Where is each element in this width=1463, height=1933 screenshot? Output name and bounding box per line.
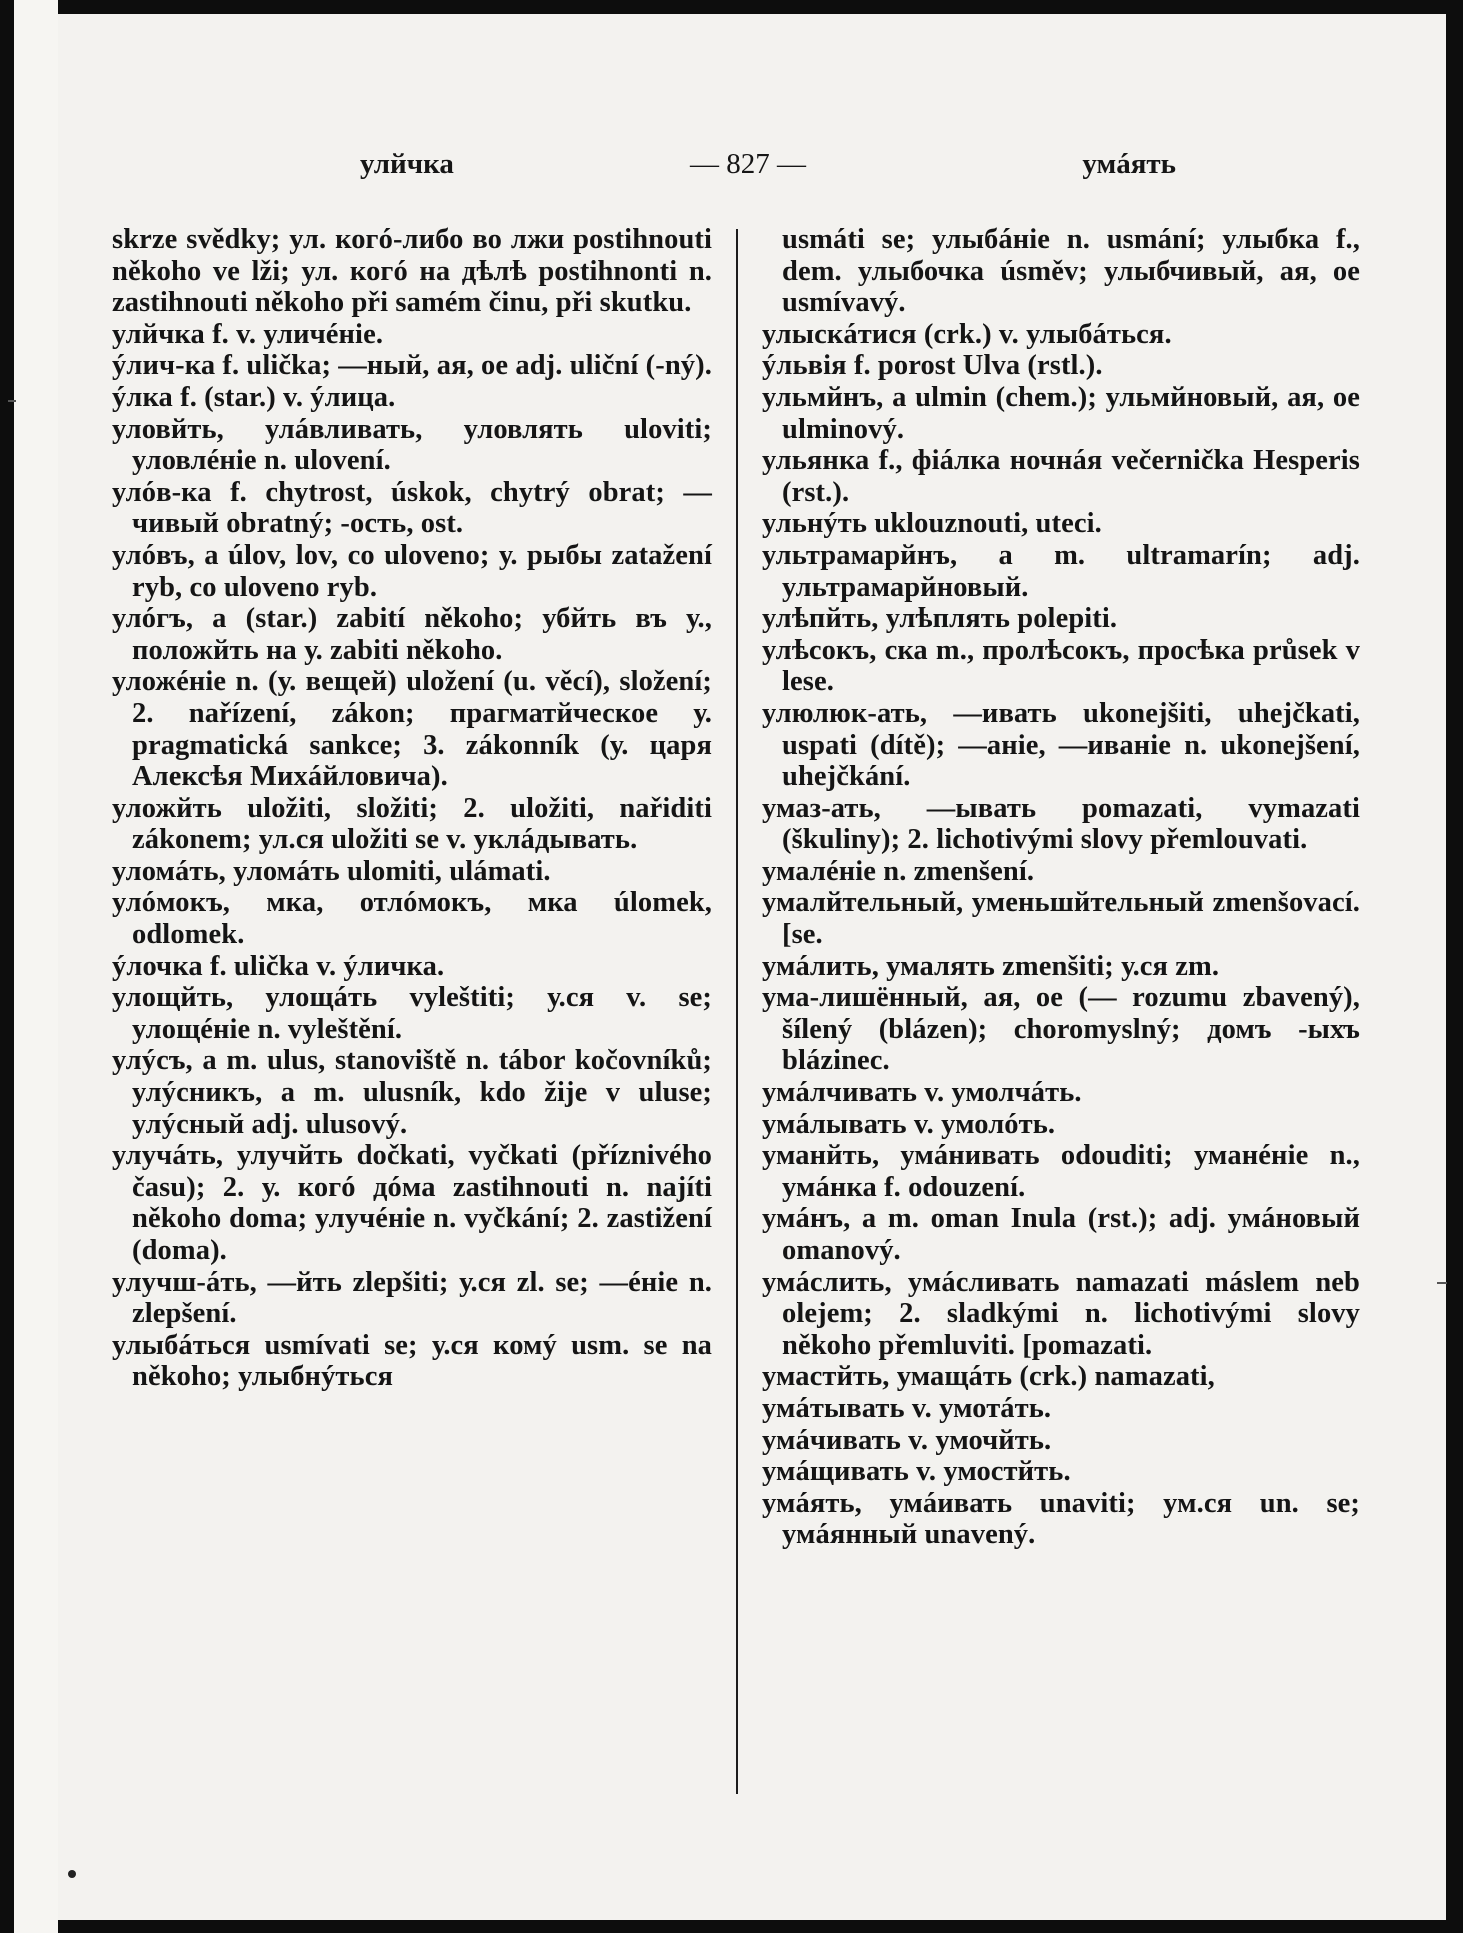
entry: умастйть, умащáть (crk.) namazati, (762, 1361, 1215, 1393)
page-header (58, 148, 1446, 188)
entry: ума-лишённый, ая, ое (— rozumu zbavený), šílený (blázen); choromyslný; домъ -ыхъ blázinec. (762, 982, 1360, 1077)
entry: улóгъ, а (star.) zabití někoho; убйть въ у., положйть на у. zabiti někoho. (112, 603, 712, 666)
entry: ульмйнъ, а ulmin (chem.); ульмйновый, ая, ое ulminový. (762, 381, 1360, 445)
entry: улóв-ка f. chytrost, úskok, chytrý obrat; —чивый obratný; -ость, ost. (112, 476, 712, 540)
entry: умáнъ, а m. oman Inula (rst.); adj. умáновый omanový. (762, 1203, 1360, 1266)
entry: ýлочка f. ulička v. ýличка. (112, 950, 445, 982)
entry: ультрамарйнъ, а m. ultramarín; adj. ультрамарйновый. (762, 539, 1360, 603)
left-column (112, 224, 712, 1393)
entry: улюлюк-ать, —ивать ukonejšiti, uhejčkati, uspati (dítě); —аніе, —иваніе n. ukonejšení, uhejčkání. (762, 697, 1360, 793)
entry: уловйть, улáвливать, уловлять uloviti; уловлéніе n. ulovení. (112, 413, 712, 477)
scan-mark (8, 400, 16, 402)
entry: умалéніе n. zmenšení. (762, 855, 1035, 887)
entry: уломáть, уломáть ulomiti, ulámati. (112, 855, 551, 887)
entry: уманйть, умáнивать odouditi; умaнéніе n., умáнка f. odouzení. (762, 1140, 1360, 1203)
entry: умáщивать v. умостйть. (762, 1456, 1071, 1488)
entry: улѣсокъ, ска m., пролѣсокъ, просѣка průsek v lese. (762, 634, 1360, 698)
entry: улучáть, улучйть dočkati, vyčkati (příznivého času); 2. у. когó дóма zastihnouti n. najíti někoho doma; улучéніе n. vyčkání; 2. zastižení (doma). (112, 1140, 712, 1266)
entry: умáтывать v. умотáть. (762, 1392, 1052, 1424)
entry: skrze svědky; ул. когó-либо во лжи postihnouti někoho ve lži; ул. когó на дѣлѣ postihnonti n. zastihnouti někoho při samém činu, při skutku. (112, 224, 712, 319)
entry: улóмокъ, мка, отлóмокъ, мка úlomek, odlomek. (112, 887, 712, 951)
entry: ульянка f., фіáлка ночнáя večernička Hesperis (rst.). (762, 445, 1360, 508)
entry: умаз-ать, —ывать pomazati, vymazati (škuliny); 2. lichotivými slovy přemlouvati. (762, 792, 1360, 856)
entry: улощйть, улощáть vyleštiti; у.ся v. se; улощéніе n. vyleštění. (112, 982, 712, 1045)
entry: умáлывать v. умолóть. (762, 1108, 1056, 1140)
entry: улóвъ, а úlov, lov, co uloveno; у. рыбы zatažení ryb, co uloveno ryb. (112, 539, 712, 603)
dictionary-page (58, 14, 1446, 1920)
scan-border (0, 0, 14, 1933)
entry: ýлка f. (star.) v. ýлица. (112, 381, 396, 413)
entry: usmáti se; улыбáніе n. usmání; улыбка f., dem. улыбочка úsměv; улыбчивый, ая, ое usmívavý. (782, 224, 1360, 319)
scan-mark (1437, 1282, 1447, 1284)
entry: улýсъ, а m. ulus, stanoviště n. tábor kočovníků; улýсникъ, а m. ulusník, kdo žije v uluse; улýсный adj. ulusový. (112, 1045, 712, 1140)
entry: умáслить, умáсливать namazati máslem neb olejem; 2. sladkými n. lichotivými slovy někoho přemluviti. [pomazati. (762, 1266, 1360, 1361)
entry: ýлич-ка f. ulička; —ный, ая, ое adj. uliční (-ný). (112, 350, 712, 382)
entry: улыскáтися (crk.) v. улыбáться. (762, 318, 1172, 350)
entry: умáчивать v. умочйть. (762, 1424, 1052, 1456)
left-guide-word: улйчка (360, 148, 454, 180)
right-guide-word: умáять (1082, 148, 1176, 180)
entry: умáлить, умалять zmenšiti; у.ся zm. (762, 950, 1220, 982)
right-column (762, 224, 1360, 1551)
entry: ульнýть uklouznouti, uteci. (762, 508, 1102, 540)
left-page-edge (0, 0, 58, 1933)
column-divider (736, 229, 738, 1794)
entry: улыбáться usmívati se; у.ся комý usm. se na někoho; улыбнýться (112, 1329, 712, 1393)
entry: умáять, умáивать unaviti; ум.ся un. se; умáянный unavený. (762, 1487, 1360, 1551)
entry: ýльвія f. porost Ulva (rstl.). (762, 350, 1103, 382)
entry: улйчка f. v. уличéніе. (112, 318, 384, 350)
entry: уложйть uložiti, složiti; 2. uložiti, nařiditi zákonem; ул.ся uložiti se v. уклáдывать. (112, 792, 712, 856)
page-number: — 827 — (690, 148, 806, 180)
entry: улучш-áть, —йть zlepšiti; у.ся zl. se; —éніе n. zlepšení. (112, 1266, 712, 1330)
entry: умáлчивать v. умолчáть. (762, 1077, 1082, 1109)
entry: уложéніе n. (у. вещей) uložení (u. věcí), složení; 2. nařízení, zákon; прагматйческое у. pragmatická sankce; 3. zákonník (у. царя Алексѣя Михáйловича). (112, 666, 712, 793)
entry: умалйтельный, уменьшйтельный zmenšovací. [se. (762, 887, 1360, 951)
scan-speck (68, 1870, 76, 1878)
entry: улѣпйть, улѣплять polepiti. (762, 603, 1118, 635)
